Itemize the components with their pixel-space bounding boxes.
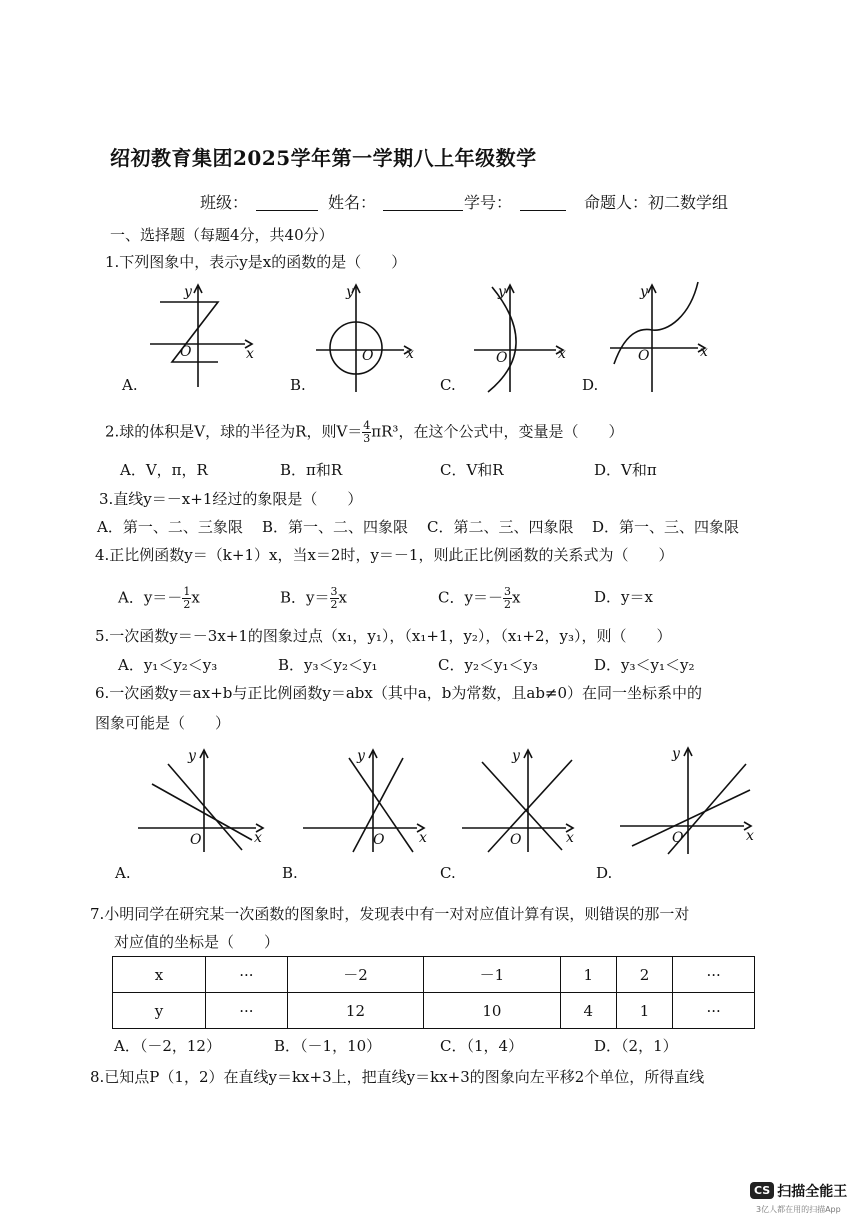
q6-stem-line1: 6.一次函数y＝ax+b与正比例函数y＝abx（其中a，b为常数，且ab≠0）在同一坐标系中的 [95,684,703,702]
q6-graph-d [620,742,755,857]
q6-label-c: C. [440,864,456,882]
table-cell: ··· [206,957,288,993]
opt-frac [503,586,512,611]
opt-frac [182,586,191,611]
q5-stem: 5.一次函数y＝－3x+1的图象过点（x₁，y₁），（x₁+1，y₂），（x₁+2，y₃），则（ ） [95,627,672,645]
x-label: x [746,828,754,844]
page-title: 绍初教育集团2025学年第一学期八上年级数学 [110,146,537,170]
section-heading: 一、选择题（每题4分，共40分） [110,226,334,244]
q6-label-a: A. [115,864,131,882]
x-label: x [700,344,708,360]
q5-option-a: A．y₁＜y₂＜y₃ [118,656,218,674]
opt-post: x [338,588,347,607]
q4-option-c [438,586,520,611]
frac-num: 1 [183,585,191,598]
q7-stem-line2: 对应值的坐标是（ ） [114,933,280,951]
y-label: y [512,748,520,764]
table-cell: 10 [424,993,560,1029]
table-row [113,993,755,1029]
q1-graph-b [316,282,426,392]
cs-logo-icon: CS [750,1182,774,1199]
origin-label: O [190,832,202,848]
line-1 [152,784,252,840]
y-label: y [346,284,354,300]
y-label: y [188,748,196,764]
q6-stem-line2: 图象可能是（ ） [95,714,231,732]
scanner-name: 扫描全能王 [777,1183,848,1200]
q8-stem: 8.已知点P（1，2）在直线y＝kx+3上，把直线y＝kx+3的图象向左平移2个单位，所得直线 [90,1068,705,1086]
q2-option-a: A．V，π，R [120,461,208,479]
y-label: y [357,748,365,764]
sideways-parabola [488,287,516,392]
opt-post: x [191,588,200,607]
scanner-tagline: 3亿人都在用的扫描App [756,1205,841,1214]
frac-num: 3 [330,585,338,598]
table-cell: －2 [287,957,423,993]
q4-option-d: D．y＝x [594,588,653,606]
q1-label-d: D. [582,376,599,394]
x-label: x [419,830,427,846]
frac-den: 2 [503,598,511,611]
frac-num: 3 [503,585,511,598]
q5-option-c: C．y₂＜y₁＜y₃ [438,656,538,674]
q1-label-b: B. [290,376,306,394]
id-label: 学号： [464,193,513,212]
q5-option-b: B．y₃＜y₂＜y₁ [278,656,378,674]
cubic-curve [614,282,698,364]
q2-fraction [362,420,371,445]
y-label: y [672,746,680,762]
q2-stem [105,420,623,445]
q1-graph-d [610,282,720,392]
x-label: x [406,346,414,362]
author-label: 命题人：初二数学组 [584,193,729,212]
q7-stem-line1: 7.小明同学在研究某一次函数的图象时，发现表中有一对对应值计算有误，则错误的那一对 [90,905,690,923]
name-blank[interactable] [383,196,463,211]
frac-den: 2 [183,598,191,611]
table-cell: 12 [287,993,423,1029]
table-cell: 1 [560,957,616,993]
q7-option-a: A．（－2，12） [114,1037,221,1055]
q4-option-a [118,586,200,611]
table-cell: ··· [673,957,755,993]
frac-num: 4 [363,419,371,432]
x-label: x [558,346,566,362]
q4-stem: 4.正比例函数y＝（k+1）x，当x＝2时，y＝－1，则此正比例函数的关系式为（ ） [95,546,674,564]
q1-label-a: A. [122,376,138,394]
q3-option-c: C．第二、三、四象限 [427,518,574,536]
y-label: y [498,284,506,300]
q7-option-c: C．（1，4） [440,1037,524,1055]
opt-post: x [511,588,521,607]
table-row [113,957,755,993]
q6-label-d: D. [596,864,613,882]
table-cell: －1 [424,957,560,993]
x-label: x [246,346,254,362]
opt-pre: B．y＝ [280,588,330,607]
line-1 [482,762,562,850]
y-label: y [184,284,192,300]
origin-label: O [510,832,522,848]
q7-option-b: B．（－1，10） [274,1037,382,1055]
q3-option-d: D．第一、三、四象限 [592,518,740,536]
origin-label: O [638,348,650,364]
q7-option-d: D．（2，1） [594,1037,678,1055]
q6-graph-a [138,746,268,856]
table-cell: 2 [616,957,672,993]
origin-label: O [180,344,192,360]
q1-stem: 1.下列图象中，表示y是x的函数的是（ ） [105,253,407,271]
q2-stem-pre: 2.球的体积是V，球的半径为R，则V＝ [105,422,363,441]
class-blank[interactable] [256,196,318,211]
id-blank[interactable] [520,196,566,211]
q6-graph-c [462,746,592,856]
table-cell: 1 [616,993,672,1029]
q3-stem: 3.直线y＝－x+1经过的象限是（ ） [99,490,363,508]
q2-option-b: B．π和R [280,461,343,479]
x-label: x [254,830,262,846]
q2-option-c: C．V和R [440,461,504,479]
q3-option-a: A．第一、二、三象限 [97,518,243,536]
class-label: 班级： [200,193,249,212]
table-cell: ··· [673,993,755,1029]
table-cell: y [113,993,206,1029]
origin-label: O [496,350,508,366]
origin-label: O [362,348,374,364]
line-1 [632,790,750,846]
scanner-watermark [750,1180,847,1201]
q4-option-b [280,586,347,611]
table-cell: x [113,957,206,993]
q5-option-d: D．y₃＜y₁＜y₂ [594,656,695,674]
q6-graph-b [303,746,433,856]
q1-graph-c [474,282,584,392]
origin-label: O [373,832,385,848]
q1-graph-a [150,282,260,392]
table-cell: 4 [560,993,616,1029]
table-cell: ··· [206,993,288,1029]
origin-label: O [672,830,684,846]
y-label: y [640,284,648,300]
x-label: x [566,830,574,846]
q7-table [112,956,755,1029]
line-2 [488,760,572,852]
q2-option-d: D．V和π [594,461,657,479]
frac-den: 3 [363,432,371,445]
opt-frac [330,586,339,611]
opt-pre: C．y＝－ [438,588,503,607]
opt-pre: A．y＝－ [118,588,183,607]
q6-label-b: B. [282,864,298,882]
frac-den: 2 [330,598,338,611]
name-label: 姓名： [328,193,377,212]
q3-option-b: B．第一、二、四象限 [262,518,409,536]
line-2 [168,764,242,850]
q1-label-c: C. [440,376,456,394]
q2-stem-post: πR³，在这个公式中，变量是（ ） [371,422,624,441]
